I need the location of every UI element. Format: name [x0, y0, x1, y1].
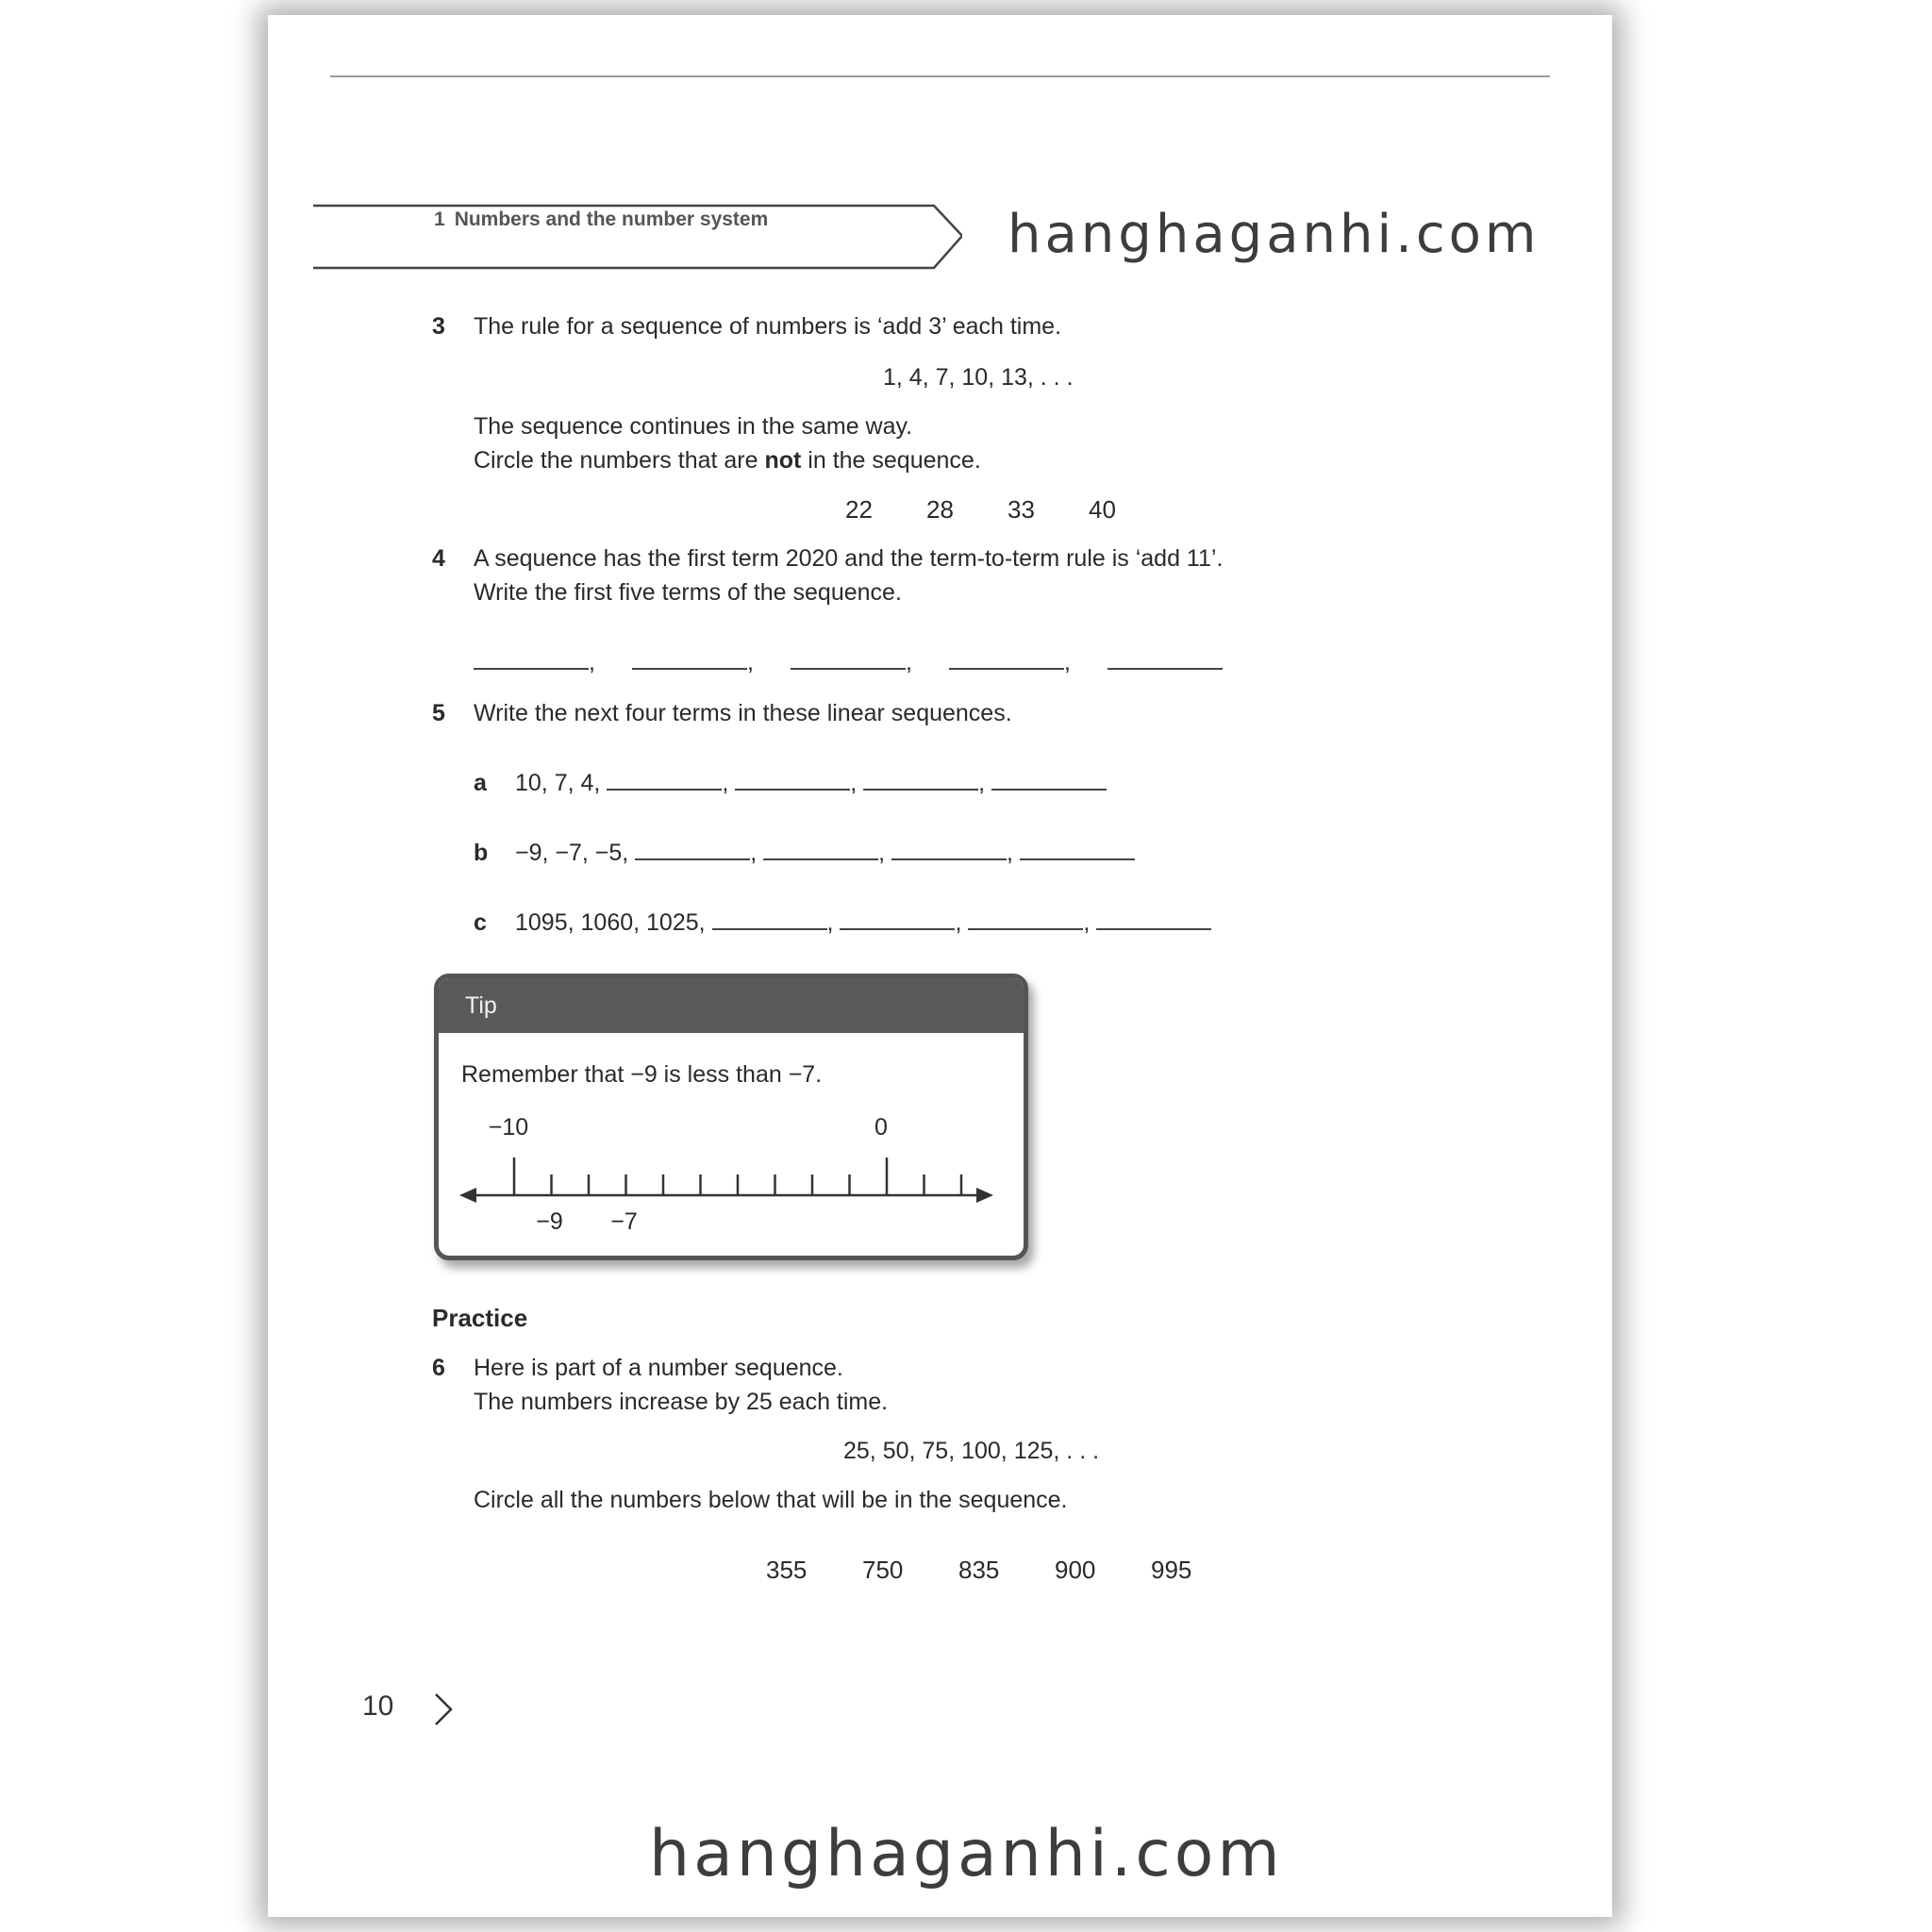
workbook-page	[268, 15, 1612, 1917]
chapter-number: 1	[434, 208, 445, 230]
tip-box	[434, 974, 1028, 1260]
chapter-title: Numbers and the number system	[454, 208, 769, 230]
comma: ,	[589, 649, 595, 675]
answer-blank[interactable]	[949, 649, 1064, 670]
answer-blank[interactable]	[791, 649, 906, 670]
q6-choice[interactable]: 835	[958, 1556, 1000, 1584]
q3-sequence: 1, 4, 7, 10, 13, . . .	[883, 364, 1074, 391]
practice-heading: Practice	[432, 1304, 528, 1332]
q3-line2-pre: Circle the numbers that are	[474, 447, 765, 474]
page-number: 10	[362, 1690, 394, 1722]
q4-line1: A sequence has the first term 2020 and the term-to-term rule is ‘add 11’.	[474, 545, 1224, 572]
q5-part-c: c 1095, 1060, 1025, , , ,	[474, 906, 1211, 940]
part-start: 10, 7, 4,	[515, 770, 601, 796]
q6-line1: Here is part of a number sequence.	[474, 1355, 843, 1381]
q4-answer-row	[474, 645, 1223, 679]
q3-choice[interactable]: 22	[845, 495, 873, 524]
q6-line2: The numbers increase by 25 each time.	[474, 1389, 889, 1415]
q6-choice[interactable]: 355	[766, 1556, 808, 1584]
q3-choice[interactable]: 33	[1008, 495, 1035, 524]
q3-prompt: The rule for a sequence of numbers is ‘add 3’ each time.	[474, 313, 1062, 340]
arrow-left-icon	[459, 1188, 476, 1203]
answer-blank[interactable]	[991, 770, 1107, 791]
q6-choice[interactable]: 900	[1055, 1556, 1096, 1584]
tip-text: Remember that −9 is less than −7.	[461, 1061, 823, 1088]
part-label: a	[474, 770, 487, 796]
answer-blank[interactable]	[635, 840, 750, 860]
q6-line3: Circle all the numbers below that will be in the sequence.	[474, 1487, 1068, 1513]
q6-choice[interactable]: 750	[862, 1556, 904, 1584]
chapter-label	[434, 208, 768, 231]
watermark-bottom: hanghaganhi.com	[649, 1817, 1284, 1891]
answer-blank[interactable]	[863, 770, 978, 791]
q4-line2: Write the first five terms of the sequence.	[474, 579, 902, 606]
q3-choice[interactable]: 40	[1089, 495, 1116, 524]
answer-blank[interactable]	[1096, 909, 1211, 930]
answer-blank[interactable]	[474, 649, 589, 670]
part-start: −9, −7, −5,	[515, 840, 629, 866]
answer-blank[interactable]	[763, 840, 878, 860]
answer-blank[interactable]	[891, 840, 1007, 860]
number-line-label-top: −10	[488, 1114, 529, 1141]
part-label: b	[474, 840, 489, 866]
part-start: 1095, 1060, 1025,	[515, 909, 706, 936]
answer-blank[interactable]	[1108, 649, 1223, 670]
top-rule	[330, 75, 1550, 77]
answer-blank[interactable]	[968, 909, 1083, 930]
q3-line2-post: in the sequence.	[801, 447, 981, 474]
number-line-label-top: 0	[874, 1114, 888, 1141]
q5-part-a: a 10, 7, 4, , , ,	[474, 766, 1107, 800]
number-line	[439, 1101, 1014, 1242]
q6-sequence: 25, 50, 75, 100, 125, . . .	[843, 1438, 1100, 1464]
comma: ,	[747, 649, 754, 675]
arrow-right-icon	[976, 1188, 993, 1203]
chapter-tab-banner	[311, 189, 962, 274]
q3-choice[interactable]: 28	[926, 495, 954, 524]
number-line-label-bottom: −7	[610, 1208, 638, 1235]
comma: ,	[906, 649, 912, 675]
q6-choice[interactable]: 995	[1151, 1556, 1192, 1584]
tip-header	[439, 978, 1024, 1033]
q3-line1: The sequence continues in the same way.	[474, 413, 913, 440]
answer-blank[interactable]	[632, 649, 747, 670]
number-line-label-bottom: −9	[536, 1208, 563, 1235]
watermark-top: hanghaganhi.com	[1008, 204, 1541, 265]
q3-line2-bold: not	[764, 447, 802, 474]
answer-blank[interactable]	[607, 770, 722, 791]
q3-number: 3	[432, 313, 445, 340]
chevron-right-icon	[428, 1690, 457, 1728]
q4-number: 4	[432, 545, 445, 572]
comma: ,	[1064, 649, 1071, 675]
answer-blank[interactable]	[712, 909, 827, 930]
answer-blank[interactable]	[1020, 840, 1135, 860]
answer-blank[interactable]	[735, 770, 850, 791]
q6-number: 6	[432, 1355, 445, 1381]
q5-part-b: b −9, −7, −5, , , ,	[474, 836, 1135, 870]
part-label: c	[474, 909, 487, 936]
q5-prompt: Write the next four terms in these linear sequences.	[474, 700, 1012, 726]
tip-title: Tip	[465, 992, 497, 1019]
q3-line2	[474, 443, 981, 477]
q5-number: 5	[432, 700, 445, 726]
answer-blank[interactable]	[840, 909, 955, 930]
